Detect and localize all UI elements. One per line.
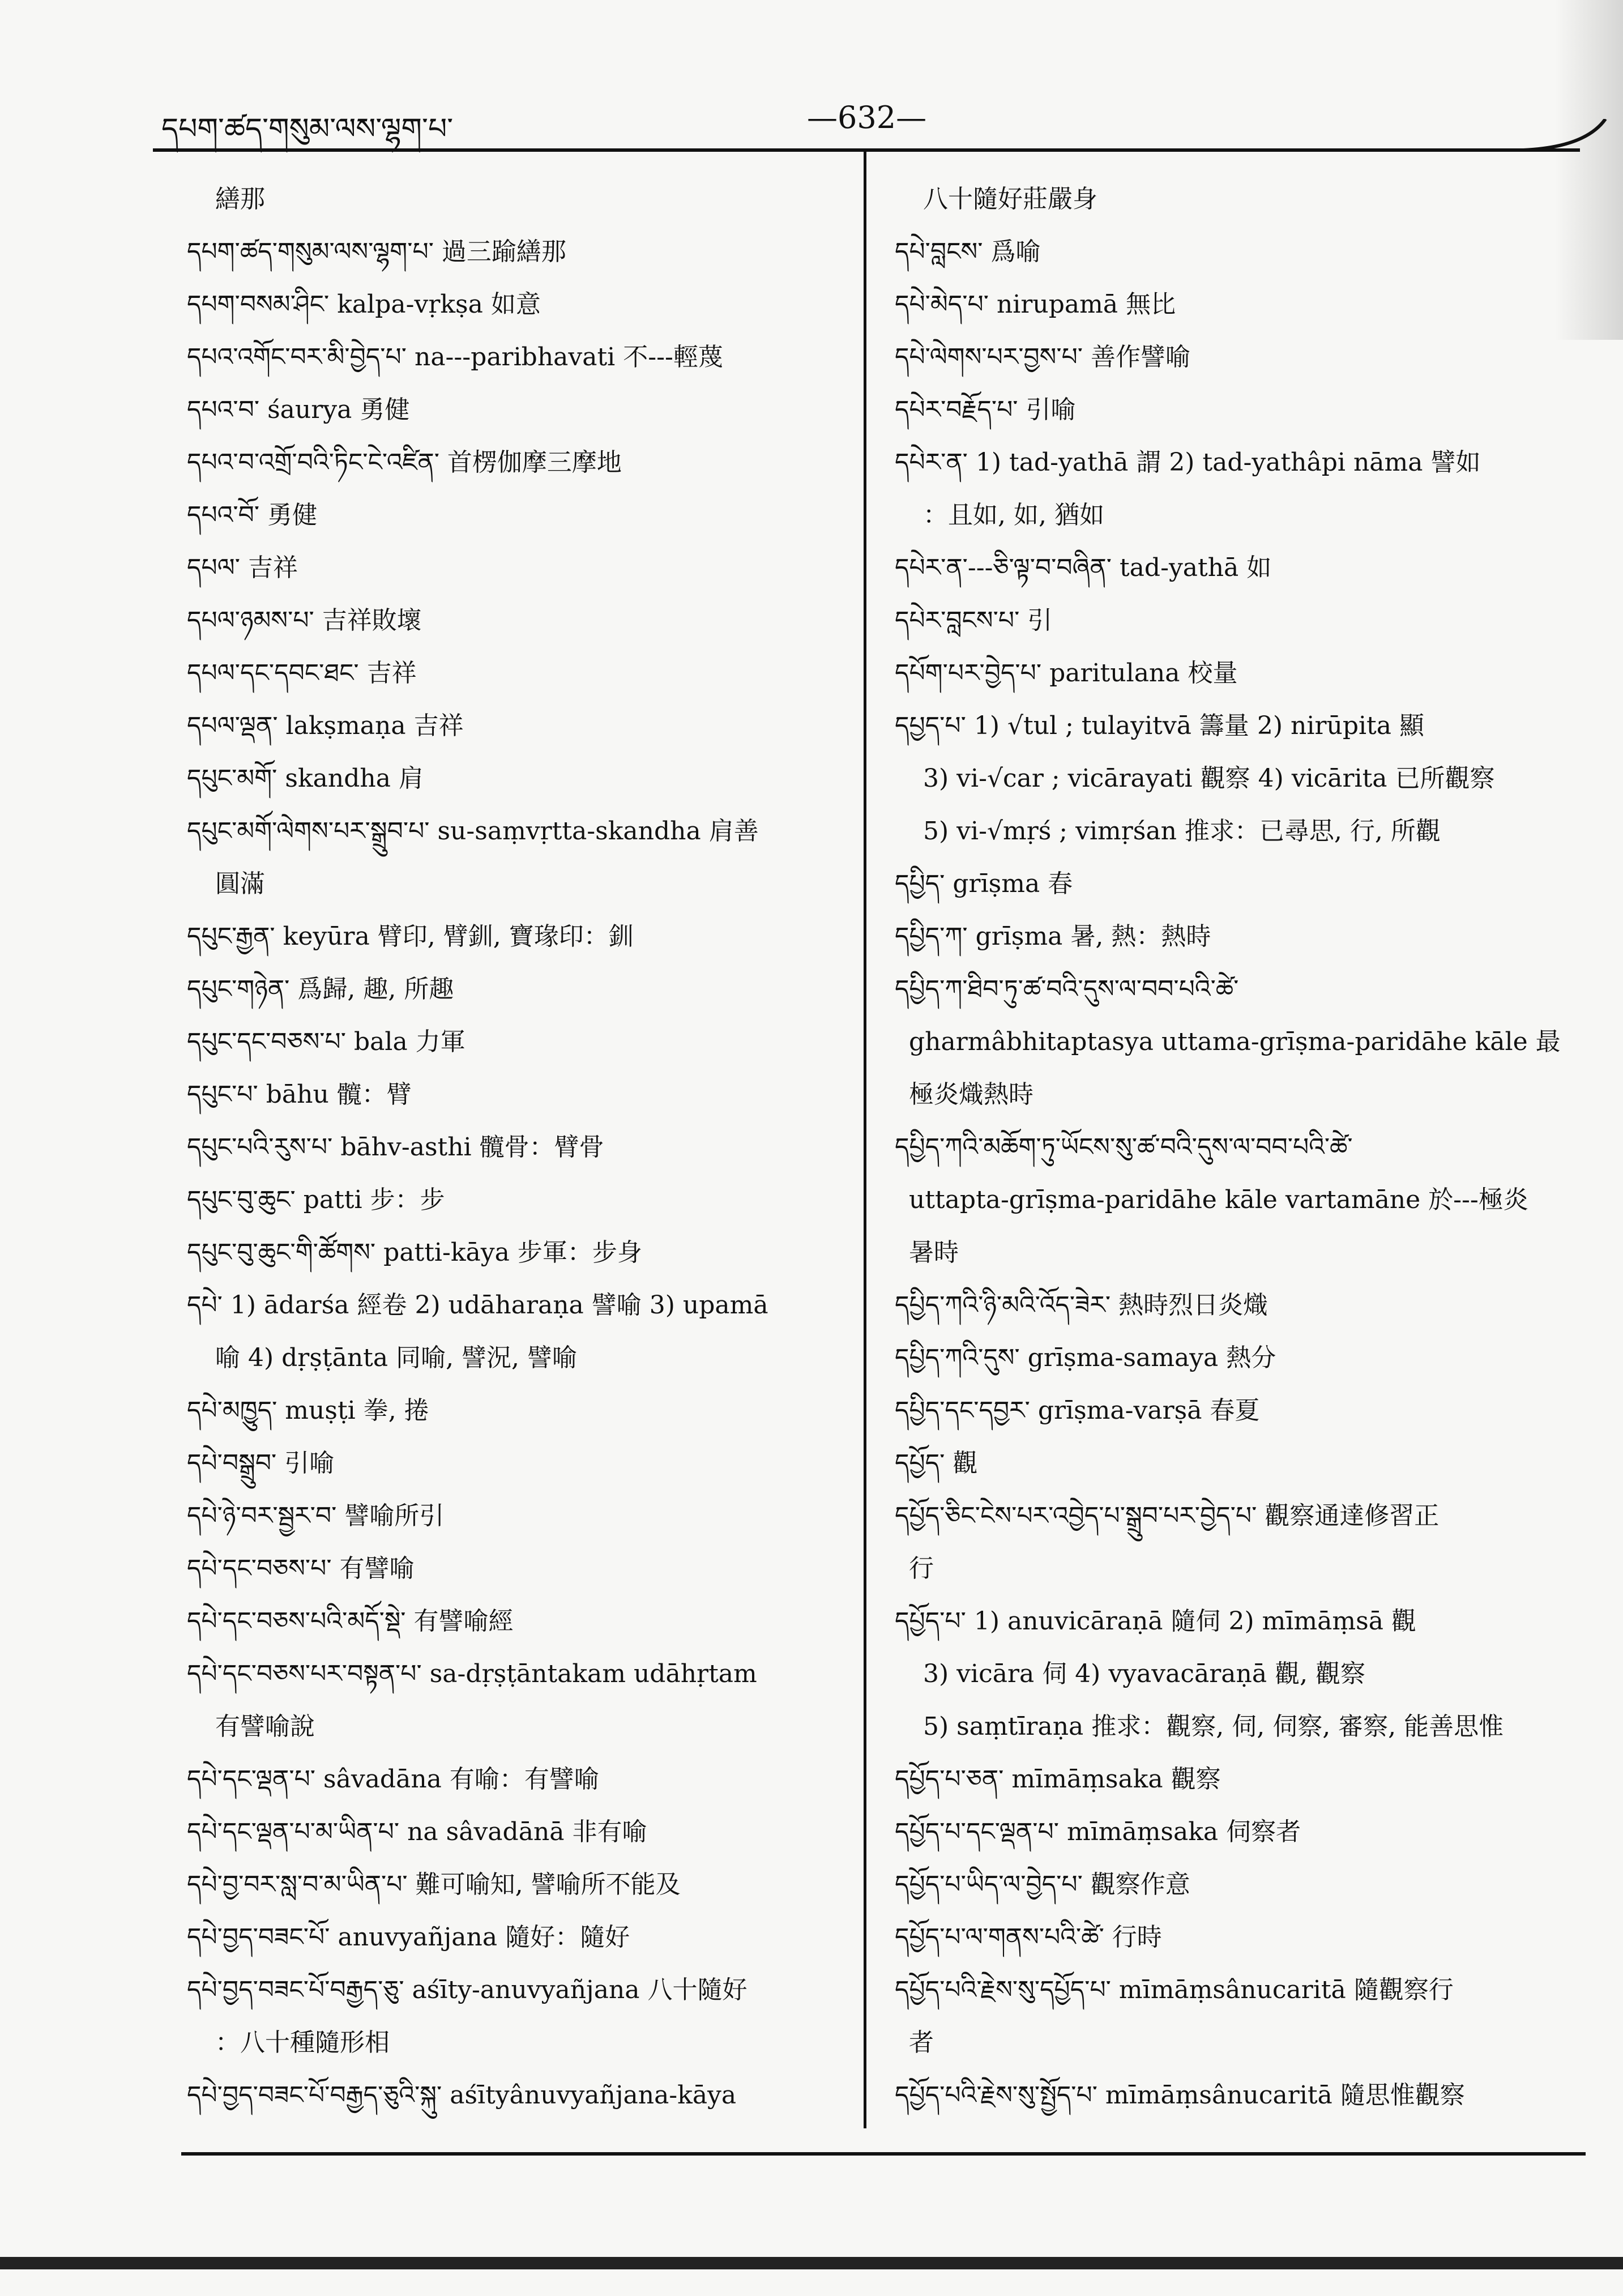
dictionary-entry: དཔའ་བ་འགྲོ་བའི་ཏིང་ངེ་འཛིན་ 首楞伽摩三摩地 [187, 448, 622, 477]
dictionary-entry: 繕那 [215, 185, 265, 214]
column-divider [864, 152, 866, 2128]
dictionary-entry: དཔེ་བྱད་བཟང་པོ་ anuvyañjana 隨好：隨好 [187, 1923, 630, 1952]
dictionary-entry: དཔེ་མེད་པ་ nirupamā 無比 [895, 290, 1176, 319]
dictionary-entry: དཔུང་དང་བཅས་པ་ bala 力軍 [187, 1027, 465, 1056]
dictionary-entry: 行 [909, 1554, 934, 1583]
dictionary-entry: 喻 4) dṛṣṭānta 同喻, 譬況, 譬喻 [215, 1343, 578, 1372]
dictionary-entry: དཔྱོད་པ་ལ་གནས་པའི་ཚེ་ 行時 [895, 1923, 1162, 1952]
page-number: —632— [807, 100, 927, 135]
dictionary-entry: དཔེ་དང་བཅས་པ་ 有譬喻 [187, 1554, 415, 1583]
right-column [895, 173, 1586, 2122]
dictionary-entry: དཔེ་དང་ལྡན་པ་མ་ཡིན་པ་ na sâvadānā 非有喻 [187, 1817, 647, 1846]
dictionary-entry: དཔྱོད་པའི་རྗེས་སུ་དཔྱོད་པ་ mīmāṃsânucaritā 隨觀察行 [895, 1975, 1454, 2004]
dictionary-entry: དཔྱོད་ 觀 [895, 1449, 978, 1478]
dictionary-entry: 八十隨好莊嚴身 [923, 185, 1097, 214]
dictionary-entry: 5) vi-√mṛś ; vimṛśan 推求：已尋思, 行, 所觀 [923, 817, 1441, 846]
dictionary-entry: དཔལ་ལྡན་ lakṣmaṇa 吉祥 [187, 711, 464, 740]
dictionary-entry: དཔུང་མགོ་ skandha 肩 [187, 764, 424, 793]
dictionary-entry: དཔྱིད་ཀའི་དུས་ grīṣma-samaya 熱分 [895, 1343, 1276, 1372]
scan-edge [0, 2257, 1623, 2269]
dictionary-entry: དཔྱིད་ཀ་ grīṣma 暑, 熱：熱時 [895, 922, 1211, 951]
header-rule-curve [1523, 119, 1608, 170]
dictionary-entry: དཔུང་རྒྱན་ keyūra 臂印, 臂釧, 寶瑑印：釧 [187, 922, 634, 951]
dictionary-entry: 暑時 [909, 1238, 959, 1267]
dictionary-entry: དཔྱོད་པ་ཡིད་ལ་བྱེད་པ་ 觀察作意 [895, 1870, 1190, 1899]
dictionary-entry: དཔུང་པའི་རུས་པ་ bāhv-asthi 髖骨：臂骨 [187, 1133, 604, 1162]
dictionary-entry: དཔག་ཚད་གསུམ་ལས་ལྷག་པ་ 過三踰繕那 [187, 237, 566, 266]
dictionary-entry: དཔེ་བྱད་བཟང་པོ་བརྒྱད་ཅུའི་སྐུ་ aśītyânuvyañjana-kāya [187, 2081, 737, 2110]
dictionary-entry: དཔའ་འགོང་བར་མི་བྱེད་པ་ na---paribhavati 不---輕蔑 [187, 343, 723, 372]
dictionary-entry: དཔལ་ 吉祥 [187, 553, 298, 582]
dictionary-entry: དཔྱིད་ grīṣma 春 [895, 869, 1073, 898]
dictionary-entry: དཔུང་མགོ་ལེགས་པར་སྒྲུབ་པ་ su-saṃvṛtta-skandha 肩善 [187, 817, 759, 846]
dictionary-entry: 圓滿 [215, 869, 265, 898]
dictionary-entry: ：且如, 如, 猶如 [923, 501, 1104, 530]
dictionary-entry: དཔེར་བླངས་པ་ 引 [895, 606, 1053, 635]
header-rule [153, 148, 1580, 152]
dictionary-entry: དཔལ་དང་དབང་ཐང་ 吉祥 [187, 659, 417, 688]
dictionary-entry: དཔྱོད་པ་ 1) anuvicāraṇā 隨伺 2) mīmāṃsā 觀 [895, 1607, 1416, 1636]
dictionary-entry: དཔའ་བ་ śaurya 勇健 [187, 395, 410, 424]
dictionary-entry: དཔེ་དང་ལྡན་པ་ sâvadāna 有喻：有譬喻 [187, 1765, 599, 1794]
dictionary-entry: དཔྱོད་པ་ཅན་ mīmāṃsaka 觀察 [895, 1765, 1221, 1794]
dictionary-entry: དཔུང་བུ་ཆུང་ patti 步：步 [187, 1185, 445, 1214]
page-header [161, 85, 1571, 146]
dictionary-entry: 3) vi-√car ; vicārayati 觀察 4) vicārita 已所觀察 [923, 764, 1495, 793]
dictionary-entry: དཔེ་བླངས་ 爲喻 [895, 237, 1041, 266]
dictionary-entry: དཔེ་ལེགས་པར་བྱས་པ་ 善作譬喻 [895, 343, 1191, 372]
footer-rule [181, 2152, 1586, 2156]
dictionary-entry: ：八十種隨形相 [215, 2028, 390, 2057]
dictionary-entry: དཔེ་ 1) ādarśa 經卷 2) udāharaṇa 譬喻 3) upamā [187, 1291, 768, 1320]
dictionary-entry: དཔེར་བརྗོད་པ་ 引喻 [895, 395, 1076, 424]
dictionary-entry: དཔྱོད་པ་དང་ལྡན་པ་ mīmāṃsaka 伺察者 [895, 1817, 1301, 1846]
dictionary-entry: དཔེ་དང་བཅས་པའི་མདོ་སྡེ་ 有譬喻經 [187, 1607, 514, 1636]
dictionary-entry: དཔྱིད་ཀའི་མཆོག་ཏུ་ཡོངས་སུ་ཚ་བའི་དུས་ལ་བབ་པའི་ཚེ་ [895, 1133, 1353, 1162]
dictionary-entry: དཔལ་ཉམས་པ་ 吉祥敗壞 [187, 606, 422, 635]
dictionary-entry: 5) saṃtīraṇa 推求：觀察, 伺, 伺察, 審察, 能善思惟 [923, 1712, 1504, 1741]
dictionary-entry: དཔག་བསམ་ཤིང་ kalpa-vṛkṣa 如意 [187, 290, 541, 319]
dictionary-entry: uttapta-grīṣma-paridāhe kāle vartamāne 於---極炎 [909, 1185, 1528, 1214]
dictionary-entry: དཔེ་བྱད་བཟང་པོ་བརྒྱད་ཅུ་ aśīty-anuvyañjana 八十隨好 [187, 1975, 748, 2004]
dictionary-entry: 極炎熾熱時 [909, 1080, 1033, 1109]
dictionary-entry: དཔྱད་པ་ 1) √tul ; tulayitvā 籌量 2) nirūpita 顯 [895, 711, 1424, 740]
dictionary-entry: དཔེ་མཁྱུད་ muṣṭi 拳, 捲 [187, 1396, 429, 1425]
dictionary-entry: དཔེ་བསྒྲུབ་ 引喻 [187, 1449, 335, 1478]
dictionary-entry: དཔྱིད་ཀ་ཐིབ་ཏུ་ཚ་བའི་དུས་ལ་བབ་པའི་ཚེ་ [895, 975, 1239, 1004]
dictionary-entry: དཔེ་དང་བཅས་པར་བསྟན་པ་ sa-dṛṣṭāntakam udāhṛtam [187, 1659, 757, 1688]
dictionary-entry: 有譬喻說 [215, 1712, 315, 1741]
dictionary-entry: དཔུང་བུ་ཆུང་གི་ཚོགས་ patti-kāya 步軍：步身 [187, 1238, 642, 1267]
dictionary-entry: དཔོག་པར་བྱེད་པ་ paritulana 校量 [895, 659, 1238, 688]
dictionary-entry: 者 [909, 2028, 934, 2057]
dictionary-entry: དཔའ་བོ་ 勇健 [187, 501, 318, 530]
running-head: དཔག་ཚད་གསུམ་ལས་ལྷག་པ་ [161, 112, 454, 146]
left-column [187, 173, 849, 2122]
dictionary-entry: དཔུང་གཉེན་ 爲歸, 趣, 所趣 [187, 975, 454, 1004]
dictionary-entry: 3) vicāra 伺 4) vyavacāraṇā 觀, 觀察 [923, 1659, 1366, 1688]
dictionary-entry: དཔྱོད་ཅིང་ངེས་པར་འབྱེད་པ་སྒྲུབ་པར་བྱེད་པ་ 觀察通達修習正 [895, 1501, 1440, 1530]
dictionary-entry: དཔྱིད་ཀའི་ཉི་མའི་འོད་ཟེར་ 熱時烈日炎熾 [895, 1291, 1268, 1320]
dictionary-entry: དཔེ་ཉེ་བར་སྦྱར་བ་ 譬喻所引 [187, 1501, 445, 1530]
dictionary-entry: དཔྱོད་པའི་རྗེས་སུ་སྤྱོད་པ་ mīmāṃsânucaritā 隨思惟觀察 [895, 2081, 1465, 2110]
dictionary-entry: དཔུང་པ་ bāhu 髖：臂 [187, 1080, 412, 1109]
dictionary-entry: དཔེ་བྱ་བར་སླ་བ་མ་ཡིན་པ་ 難可喻知, 譬喻所不能及 [187, 1870, 681, 1899]
dictionary-entry: gharmâbhitaptasya uttama-grīṣma-paridāhe kāle 最 [909, 1027, 1561, 1056]
dictionary-entry: དཔེར་ན་---ཅི་ལྟ་བ་བཞིན་ tad-yathā 如 [895, 553, 1272, 582]
dictionary-entry: དཔེར་ན་ 1) tad-yathā 謂 2) tad-yathâpi nāma 譬如 [895, 448, 1481, 477]
dictionary-entry: དཔྱིད་དང་དབྱར་ grīṣma-varṣā 春夏 [895, 1396, 1260, 1425]
